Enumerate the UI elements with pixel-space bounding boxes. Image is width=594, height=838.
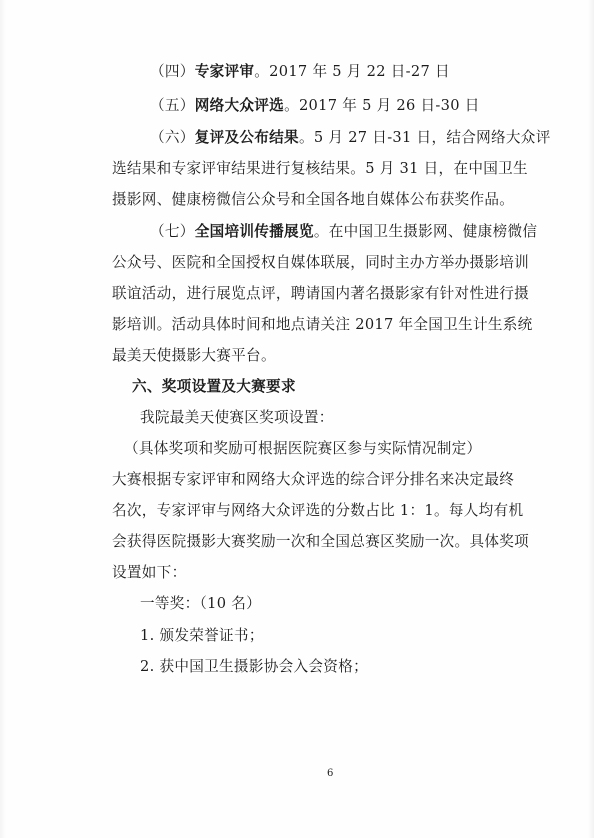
paragraph-line: 大赛根据专家评审和网络大众评选的综合评分排名来决定最终 [112, 471, 515, 488]
item-title: 复评及公布结果 [194, 129, 299, 146]
paragraph-line: 联谊活动，进行展览点评，聘请国内著名摄影家有针对性进行摄 [112, 285, 530, 302]
item-title: 全国培训传播展览 [194, 223, 314, 240]
paragraph-line: 名次，专家评审与网络大众评选的分数占比 1：1。每人均有机 [112, 502, 524, 519]
page-number: 6 [327, 768, 334, 779]
note-line: （具体奖项和奖励可根据医院赛区参与实际情况制定） [124, 440, 482, 457]
item-label: （五） [150, 97, 195, 114]
first-prize-heading: 一等奖：（10 名） [140, 595, 262, 612]
prize-item: 2. 获中国卫生摄影协会入会资格； [140, 658, 368, 675]
schedule-item-results [150, 128, 551, 148]
item-label: （七） [150, 223, 195, 240]
paragraph-line: 公众号、医院和全国授权自媒体联展，同时主办方举办摄影培训 [112, 254, 530, 271]
paragraph-line: 选结果和专家评审结果进行复核结果。5 月 31 日，在中国卫生 [112, 160, 528, 177]
item-title: 专家评审 [194, 63, 255, 80]
item-text: 。2017 年 5 月 22 日-27 日 [254, 63, 450, 80]
item-label: （六） [150, 129, 195, 146]
item-title: 网络大众评选 [194, 97, 285, 114]
paragraph-line: 影培训。活动具体时间和地点请关注 2017 年全国卫生计生系统 [112, 316, 533, 333]
section-heading: 六、奖项设置及大赛要求 [132, 378, 296, 395]
schedule-item-review [150, 62, 450, 82]
item-text: 。在中国卫生摄影网、健康榜微信 [313, 223, 538, 240]
item-text: 。5 月 27 日-31 日，结合网络大众评 [298, 129, 551, 146]
schedule-item-training [150, 222, 537, 242]
paragraph-line: 最美天使摄影大赛平台。 [112, 347, 276, 364]
schedule-item-public-vote [150, 96, 480, 116]
paragraph-line: 摄影网、健康榜微信公众号和全国各地自媒体公布获奖作品。 [112, 191, 515, 208]
prize-item: 1. 颁发荣誉证书； [140, 627, 264, 644]
intro-line: 我院最美天使赛区奖项设置： [140, 409, 334, 426]
paragraph-line: 设置如下： [112, 564, 187, 581]
item-text: 。2017 年 5 月 26 日-30 日 [284, 97, 480, 114]
paragraph-line: 会获得医院摄影大赛奖励一次和全国总赛区奖励一次。具体奖项 [112, 533, 530, 550]
item-label: （四） [150, 63, 195, 80]
